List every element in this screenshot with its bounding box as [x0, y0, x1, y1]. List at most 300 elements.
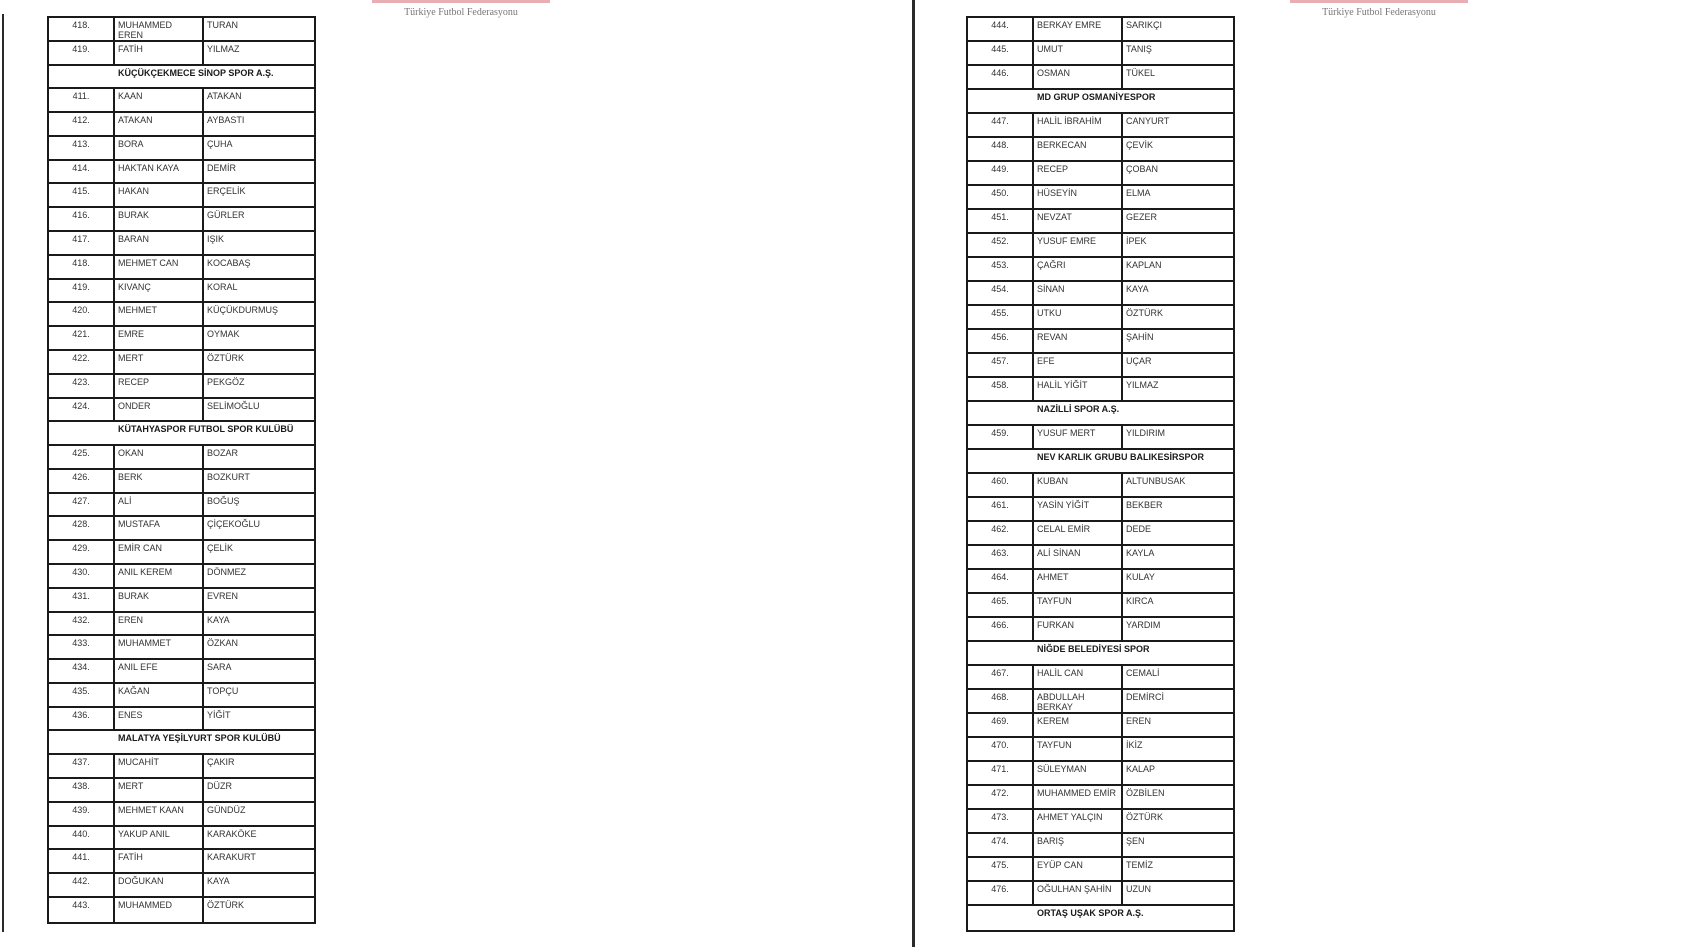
club-name: NİĞDE BELEDİYESİ SPOR	[1037, 644, 1150, 654]
last-name: BEKBER	[1126, 500, 1163, 510]
first-name: BARAN	[115, 232, 204, 254]
last-name: KULAY	[1126, 572, 1155, 582]
last-name: PEKGÖZ	[207, 376, 245, 387]
last-name: KAPLAN	[1126, 260, 1162, 270]
table-row	[968, 546, 1233, 570]
page-divider	[912, 0, 915, 947]
row-number: 473.	[968, 810, 1034, 832]
first-name: MUHAMMED EMİR	[1034, 786, 1123, 808]
row-number: 462.	[968, 522, 1034, 544]
first-name: ANIL KEREM	[115, 565, 204, 587]
first-name: FATİH	[115, 850, 204, 872]
row-number-cell	[49, 422, 115, 444]
last-name: YİĞİT	[207, 709, 231, 720]
last-name: KOCABAŞ	[207, 257, 251, 268]
row-number: 464.	[968, 570, 1034, 592]
row-number: 458.	[968, 378, 1034, 400]
table-row	[49, 18, 314, 42]
row-number: 452.	[968, 234, 1034, 256]
table-row	[49, 541, 314, 565]
last-name: İKİZ	[1126, 740, 1143, 750]
first-name: BURAK	[115, 208, 204, 230]
row-number: 415.	[49, 184, 115, 206]
last-name: DÖNMEZ	[207, 566, 246, 577]
table-row	[968, 306, 1233, 330]
first-name: HALİL İBRAHİM	[1034, 114, 1123, 136]
table-row	[49, 89, 314, 113]
last-name: ÇOBAN	[1126, 164, 1159, 174]
first-name: EFE	[1034, 354, 1123, 376]
table-row	[49, 684, 314, 708]
first-name: UMUT	[1034, 42, 1123, 64]
first-name: MEHMET CAN	[115, 256, 204, 278]
table-row	[49, 636, 314, 660]
first-name: KUBAN	[1034, 474, 1123, 496]
last-name: UZUN	[1126, 884, 1151, 894]
table-row	[49, 351, 314, 375]
table-row	[49, 660, 314, 684]
row-number: 465.	[968, 594, 1034, 616]
last-name: BOZAR	[207, 448, 239, 459]
row-number-cell	[968, 402, 1034, 424]
last-name: GÜNDÜZ	[207, 804, 246, 815]
first-name: REVAN	[1034, 330, 1123, 352]
last-name: ATAKAN	[207, 91, 242, 102]
first-name: UTKU	[1034, 306, 1123, 328]
row-number: 450.	[968, 186, 1034, 208]
club-header-row	[968, 450, 1233, 474]
header-accent-bar	[372, 0, 550, 3]
first-name: DOĞUKAN	[115, 874, 204, 896]
first-name: FATİH	[115, 42, 204, 64]
row-number-cell	[968, 906, 1034, 930]
last-name: UÇAR	[1126, 356, 1152, 366]
first-name: KAĞAN	[115, 684, 204, 706]
last-name: TÜKEL	[1126, 68, 1156, 78]
first-name: KIVANÇ	[115, 280, 204, 302]
last-name: İPEK	[1126, 236, 1147, 246]
first-name: EMİR CAN	[115, 541, 204, 563]
last-name: OYMAK	[207, 329, 240, 340]
club-name: KÜTAHYASPOR FUTBOL SPOR KULÜBÜ	[118, 424, 294, 435]
row-number: 447.	[968, 114, 1034, 136]
last-name: TANIŞ	[1126, 44, 1152, 54]
table-row	[968, 834, 1233, 858]
first-name: ALİ SİNAN	[1034, 546, 1123, 568]
table-row	[49, 898, 314, 922]
row-number: 449.	[968, 162, 1034, 184]
row-number: 416.	[49, 208, 115, 230]
first-name: AHMET YALÇIN	[1034, 810, 1123, 832]
row-number: 474.	[968, 834, 1034, 856]
row-number: 436.	[49, 708, 115, 730]
last-name: ERÇELİK	[207, 186, 246, 197]
table-row	[49, 470, 314, 494]
row-number: 471.	[968, 762, 1034, 784]
table-row	[49, 613, 314, 637]
table-row	[968, 42, 1233, 66]
last-name: DEDE	[1126, 524, 1152, 534]
table-row	[49, 494, 314, 518]
last-name: ŞAHİN	[1126, 332, 1154, 342]
first-name: MUSTAFA	[115, 517, 204, 539]
last-name: ÖZKAN	[207, 638, 239, 649]
last-name: ÇEVİK	[1126, 140, 1154, 150]
first-name: MUHAMMED	[115, 898, 204, 922]
row-number: 442.	[49, 874, 115, 896]
first-name: BERK	[115, 470, 204, 492]
row-number: 475.	[968, 858, 1034, 880]
club-name: KÜÇÜKÇEKMECE SİNOP SPOR A.Ş.	[118, 67, 274, 78]
table-row	[968, 882, 1233, 906]
last-name: IŞIK	[207, 234, 225, 245]
page-header-left	[372, 0, 550, 18]
first-name: BERKAY EMRE	[1034, 18, 1123, 40]
last-name: SARIKÇI	[1126, 20, 1163, 30]
table-row	[49, 232, 314, 256]
row-number: 419.	[49, 280, 115, 302]
table-row	[968, 498, 1233, 522]
first-name: ABDULLAH BERKAY	[1034, 690, 1123, 712]
first-name: NEVZAT	[1034, 210, 1123, 232]
row-number: 467.	[968, 666, 1034, 688]
last-name: KORAL	[207, 281, 238, 292]
club-header-row	[968, 402, 1233, 426]
last-name: AYBASTI	[207, 115, 245, 126]
last-name: ÇELİK	[207, 543, 234, 554]
first-name: ANIL EFE	[115, 660, 204, 682]
table-row	[49, 161, 314, 185]
last-name: DEMİRCİ	[1126, 692, 1164, 702]
row-number: 427.	[49, 494, 115, 516]
last-name: SARA	[207, 662, 232, 673]
last-name: EVREN	[207, 590, 239, 601]
table-row	[968, 618, 1233, 642]
last-name: TOPÇU	[207, 685, 239, 696]
table-row	[49, 256, 314, 280]
table-row	[968, 114, 1233, 138]
last-name: ÖZTÜRK	[1126, 308, 1163, 318]
table-row	[968, 594, 1233, 618]
row-number: 461.	[968, 498, 1034, 520]
first-name: MUHAMMET	[115, 636, 204, 658]
first-name: ALİ	[115, 494, 204, 516]
table-row	[49, 589, 314, 613]
row-number: 413.	[49, 137, 115, 159]
first-name: YAKUP ANIL	[115, 827, 204, 849]
header-text: Türkiye Futbol Federasyonu	[404, 7, 518, 18]
last-name: YILMAZ	[207, 43, 240, 54]
last-name: KIRCA	[1126, 596, 1154, 606]
row-number-cell	[968, 90, 1034, 112]
row-number: 431.	[49, 589, 115, 611]
table-row	[968, 330, 1233, 354]
table-row	[49, 779, 314, 803]
row-number: 469.	[968, 714, 1034, 736]
table-row	[968, 786, 1233, 810]
row-number: 421.	[49, 327, 115, 349]
first-name: KAAN	[115, 89, 204, 111]
row-number: 446.	[968, 66, 1034, 88]
first-name: MUHAMMED EREN	[115, 18, 204, 40]
row-number: 448.	[968, 138, 1034, 160]
header-text: Türkiye Futbol Federasyonu	[1322, 7, 1436, 18]
row-number: 429.	[49, 541, 115, 563]
row-number: 470.	[968, 738, 1034, 760]
row-number: 412.	[49, 113, 115, 135]
row-number: 435.	[49, 684, 115, 706]
table-row	[968, 666, 1233, 690]
row-number: 434.	[49, 660, 115, 682]
club-header-row	[968, 906, 1233, 930]
first-name: RECEP	[1034, 162, 1123, 184]
row-number-cell	[49, 66, 115, 88]
last-name: KALAP	[1126, 764, 1156, 774]
last-name: GÜRLER	[207, 210, 245, 221]
club-name: NAZİLLİ SPOR A.Ş.	[1037, 404, 1120, 414]
row-number: 419.	[49, 42, 115, 64]
table-row	[968, 234, 1233, 258]
last-name: ÇİÇEKOĞLU	[207, 519, 261, 530]
first-name: ENES	[115, 708, 204, 730]
table-row	[968, 810, 1233, 834]
table-row	[49, 708, 314, 732]
table-row	[49, 280, 314, 304]
row-number: 456.	[968, 330, 1034, 352]
first-name: MERT	[115, 779, 204, 801]
first-name: HALİL CAN	[1034, 666, 1123, 688]
first-name: AHMET	[1034, 570, 1123, 592]
table-row	[49, 850, 314, 874]
left-page-edge	[2, 14, 4, 932]
table-row	[968, 762, 1233, 786]
row-number: 437.	[49, 755, 115, 777]
first-name: YUSUF MERT	[1034, 426, 1123, 448]
last-name: ELMA	[1126, 188, 1151, 198]
first-name: FURKAN	[1034, 618, 1123, 640]
first-name: MUCAHİT	[115, 755, 204, 777]
first-name: TAYFUN	[1034, 594, 1123, 616]
club-name: NEV KARLIK GRUBU BALIKESİRSPOR	[1037, 452, 1205, 462]
row-number: 422.	[49, 351, 115, 373]
first-name: ATAKAN	[115, 113, 204, 135]
last-name: YILDIRIM	[1126, 428, 1166, 438]
table-row	[968, 18, 1233, 42]
table-row	[49, 208, 314, 232]
last-name: KAYA	[207, 614, 230, 625]
table-row	[968, 354, 1233, 378]
table-row	[49, 327, 314, 351]
first-name: KEREM	[1034, 714, 1123, 736]
row-number: 476.	[968, 882, 1034, 904]
first-name: HALİL YİĞİT	[1034, 378, 1123, 400]
last-name: BOĞUŞ	[207, 495, 240, 506]
row-number: 418.	[49, 256, 115, 278]
table-row	[49, 565, 314, 589]
first-name: BARIŞ	[1034, 834, 1123, 856]
row-number: 417.	[49, 232, 115, 254]
last-name: KÜÇÜKDURMUŞ	[207, 305, 279, 316]
last-name: ÖZTÜRK	[1126, 812, 1163, 822]
table-row	[968, 426, 1233, 450]
last-name: DÜZR	[207, 781, 232, 791]
row-number: 451.	[968, 210, 1034, 232]
table-row	[49, 827, 314, 851]
club-name: MD GRUP OSMANİYESPOR	[1037, 92, 1156, 102]
row-number: 454.	[968, 282, 1034, 304]
first-name: OSMAN	[1034, 66, 1123, 88]
first-name: CELAL EMİR	[1034, 522, 1123, 544]
row-number: 428.	[49, 517, 115, 539]
row-number: 468.	[968, 690, 1034, 712]
row-number: 459.	[968, 426, 1034, 448]
row-number-cell	[968, 642, 1034, 664]
table-row	[49, 184, 314, 208]
first-name: SİNAN	[1034, 282, 1123, 304]
first-name: EMRE	[115, 327, 204, 349]
row-number: 460.	[968, 474, 1034, 496]
row-number: 463.	[968, 546, 1034, 568]
last-name: YILMAZ	[1126, 380, 1159, 390]
club-header-row	[49, 422, 314, 446]
last-name: ÖZTÜRK	[207, 899, 244, 910]
table-row	[49, 137, 314, 161]
table-row	[49, 446, 314, 470]
club-header-row	[49, 731, 314, 755]
row-number: 455.	[968, 306, 1034, 328]
row-number: 444.	[968, 18, 1034, 40]
table-row	[968, 858, 1233, 882]
club-name: ORTAŞ UŞAK SPOR A.Ş.	[1037, 908, 1144, 918]
row-number: 423.	[49, 375, 115, 397]
first-name: RECEP	[115, 375, 204, 397]
last-name: ŞEN	[1126, 836, 1145, 846]
last-name: BOZKURT	[207, 471, 250, 482]
last-name: TEMİZ	[1126, 860, 1153, 870]
last-name: CANYURT	[1126, 116, 1170, 126]
first-name: HAKTAN KAYA	[115, 161, 204, 183]
club-header-row	[968, 90, 1233, 114]
table-row	[49, 375, 314, 399]
last-name: SELİMOĞLU	[207, 400, 260, 411]
last-name: KAYA	[1126, 284, 1149, 294]
last-name: KAYA	[207, 876, 230, 887]
row-number: 426.	[49, 470, 115, 492]
table-row	[49, 399, 314, 423]
row-number: 466.	[968, 618, 1034, 640]
row-number: 418.	[49, 18, 115, 40]
row-number: 457.	[968, 354, 1034, 376]
row-number-cell	[968, 450, 1034, 472]
header-accent-bar	[1290, 0, 1468, 3]
last-name: ÖZTÜRK	[207, 352, 244, 363]
row-number: 432.	[49, 613, 115, 635]
first-name: BORA	[115, 137, 204, 159]
first-name: SÜLEYMAN	[1034, 762, 1123, 784]
table-row	[968, 258, 1233, 282]
row-number: 439.	[49, 803, 115, 825]
first-name: TAYFUN	[1034, 738, 1123, 760]
first-name: OĞULHAN ŞAHİN	[1034, 882, 1123, 904]
table-row	[968, 522, 1233, 546]
first-name: EYÜP CAN	[1034, 858, 1123, 880]
table-row	[968, 138, 1233, 162]
row-number-cell	[49, 731, 115, 753]
table-row	[968, 162, 1233, 186]
table-row	[968, 282, 1233, 306]
first-name: OKAN	[115, 446, 204, 468]
row-number: 441.	[49, 850, 115, 872]
club-header-row	[968, 642, 1233, 666]
first-name: YUSUF EMRE	[1034, 234, 1123, 256]
row-number: 414.	[49, 161, 115, 183]
first-name: MEHMET KAAN	[115, 803, 204, 825]
table-row	[968, 186, 1233, 210]
first-name: ÇAĞRI	[1034, 258, 1123, 280]
last-name: KARAKURT	[207, 852, 256, 863]
table-row	[968, 738, 1233, 762]
table-row	[49, 803, 314, 827]
last-name: EREN	[1126, 716, 1152, 726]
last-name: TURAN	[207, 20, 238, 30]
last-name: GEZER	[1126, 212, 1158, 222]
first-name: MERT	[115, 351, 204, 373]
row-number: 443.	[49, 898, 115, 922]
row-number: 430.	[49, 565, 115, 587]
table-row	[49, 113, 314, 137]
row-number: 424.	[49, 399, 115, 421]
first-name: BERKECAN	[1034, 138, 1123, 160]
table-row	[49, 42, 314, 66]
last-name: DEMİR	[207, 162, 236, 173]
last-name: KARAKÖKE	[207, 828, 257, 839]
club-name: MALATYA YEŞİLYURT SPOR KULÜBÜ	[118, 733, 281, 744]
last-name: KAYLA	[1126, 548, 1155, 558]
last-name: CEMALİ	[1126, 668, 1160, 678]
club-header-row	[49, 66, 314, 90]
row-number: 420.	[49, 303, 115, 325]
row-number: 445.	[968, 42, 1034, 64]
table-row	[968, 570, 1233, 594]
table-row	[968, 66, 1233, 90]
player-table-right	[966, 16, 1235, 932]
table-row	[49, 755, 314, 779]
last-name: ALTUNBUSAK	[1126, 476, 1186, 486]
first-name: EREN	[115, 613, 204, 635]
row-number: 433.	[49, 636, 115, 658]
row-number: 438.	[49, 779, 115, 801]
first-name: HÜSEYİN	[1034, 186, 1123, 208]
first-name: BURAK	[115, 589, 204, 611]
last-name: ÇAKIR	[207, 757, 235, 768]
first-name: ONDER	[115, 399, 204, 421]
row-number: 453.	[968, 258, 1034, 280]
table-row	[968, 714, 1233, 738]
player-table-left	[47, 16, 316, 924]
row-number: 411.	[49, 89, 115, 111]
last-name: YARDIM	[1126, 620, 1161, 630]
first-name: YASİN YİĞİT	[1034, 498, 1123, 520]
first-name: HAKAN	[115, 184, 204, 206]
table-row	[49, 517, 314, 541]
row-number: 440.	[49, 827, 115, 849]
table-row	[968, 210, 1233, 234]
table-row	[968, 378, 1233, 402]
table-row	[49, 874, 314, 898]
table-row	[968, 690, 1233, 714]
page-header-right	[1290, 0, 1468, 18]
table-row	[968, 474, 1233, 498]
